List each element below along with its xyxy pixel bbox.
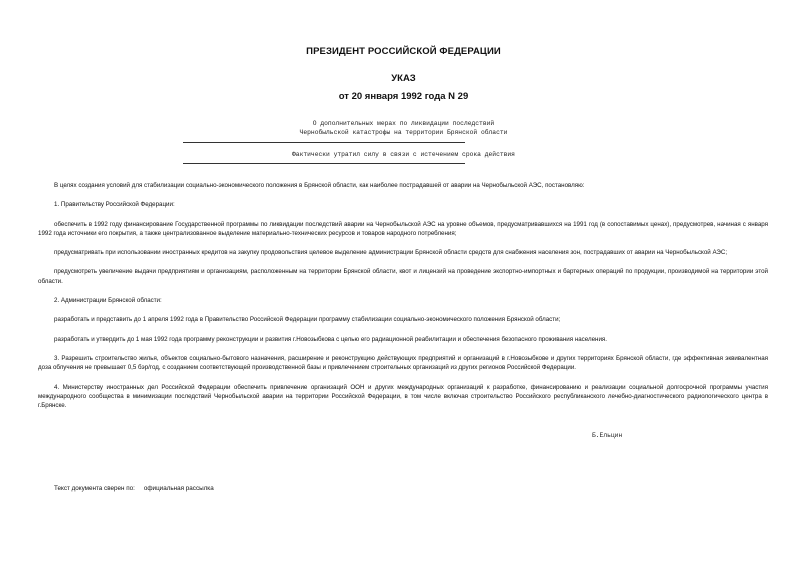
- paragraph-item-2-1: разработать и представить до 1 апреля 1992 года в Правительство Российской Федерации программу стабилизации социально-экономического положения Брянской области;: [54, 316, 561, 324]
- document-title-line-1: О дополнительных мерах по ликвидации последствий: [312, 120, 495, 127]
- signature: Б.Ельцин: [592, 432, 623, 439]
- document-body: [38, 181, 768, 410]
- source-note-label: Текст документа сверен по:: [54, 485, 135, 492]
- paragraph-preamble: В целях создания условий для стабилизации социально-экономического положения в Брянской области, как наиболее пострадавшей от аварии на Чернобыльской АЭС, постановляю:: [54, 182, 585, 189]
- divider-top: [183, 142, 465, 143]
- paragraph-item-3: 3. Разрешить строительство жилья, объектов социально-бытового назначения, расширение и реконструкцию действующих предприятий и организаций в г.Новозыбкове и других территориях Брянской области, где эффективная эквивалентная доза облучения не превышает 0,5 бэр/год, с созданием соответствующей производственной базы и привлечением строительных организаций из других регионов Российской Федерации.: [38, 354, 768, 372]
- divider-bottom: [183, 163, 465, 164]
- status-note: Фактически утратил силу в связи с истечением срока действия: [292, 151, 515, 158]
- issuing-authority: ПРЕЗИДЕНТ РОССИЙСКОЙ ФЕДЕРАЦИИ: [306, 46, 501, 57]
- document-title: [0, 119, 807, 137]
- paragraph-item-1-3: предусмотреть увеличение выдачи предприятиям и организациям, расположенным на территории Брянской области, квот и лицензий на проведение экспортно-импортных и бартерных операций по продукции, производимой на территории этой области.: [38, 268, 768, 285]
- paragraph-item-1-1: обеспечить в 1992 году финансирование Государственной программы по ликвидации последствий аварии на Чернобыльской АЭС на уровне объемов, предусматривавшихся на 1991 год (в сопоставимых ценах), предусмотрев, начиная с января 1992 года источники его покрытия, а также централизованное выделение материально-технических ресурсов и товаров народного потребления;: [38, 220, 768, 237]
- paragraph-item-1-2: предусматривать при использовании иностранных кредитов на закупку продовольствия целевое выделение администрации Брянской области средств для снабжения населения зон, пострадавших от аварии на Чернобыльской АЭС;: [54, 249, 728, 257]
- paragraph-item-2-2: разработать и утвердить до 1 мая 1992 года программу реконструкции и развития г.Новозыбкова с целью его радиационной реабилитации и обеспечения безопасного проживания населения.: [54, 335, 607, 343]
- paragraph-item-2: 2. Администрации Брянской области:: [54, 297, 162, 305]
- document-title-line-2: Чернобыльской катастрофы на территории Брянской области: [299, 129, 508, 136]
- source-note-value: официальная рассылка: [143, 485, 214, 492]
- document-date-number: от 20 января 1992 года N 29: [338, 91, 469, 102]
- source-note: [54, 485, 214, 492]
- document-type: УКАЗ: [391, 73, 416, 84]
- paragraph-item-1: 1. Правительству Российской Федерации:: [54, 201, 175, 209]
- paragraph-item-4: 4. Министерству иностранных дел Российской Федерации обеспечить привлечение организаций ООН и других международных организаций к разработке, финансированию и реализации социальной долгосрочной программы участия международного сообщества в минимизации последствий Чернобыльской аварии на территории Российской Федерации, в том числе включая строительство Российского республиканского лечебно-диагностического радиологического центра в г.Брянске.: [38, 383, 768, 410]
